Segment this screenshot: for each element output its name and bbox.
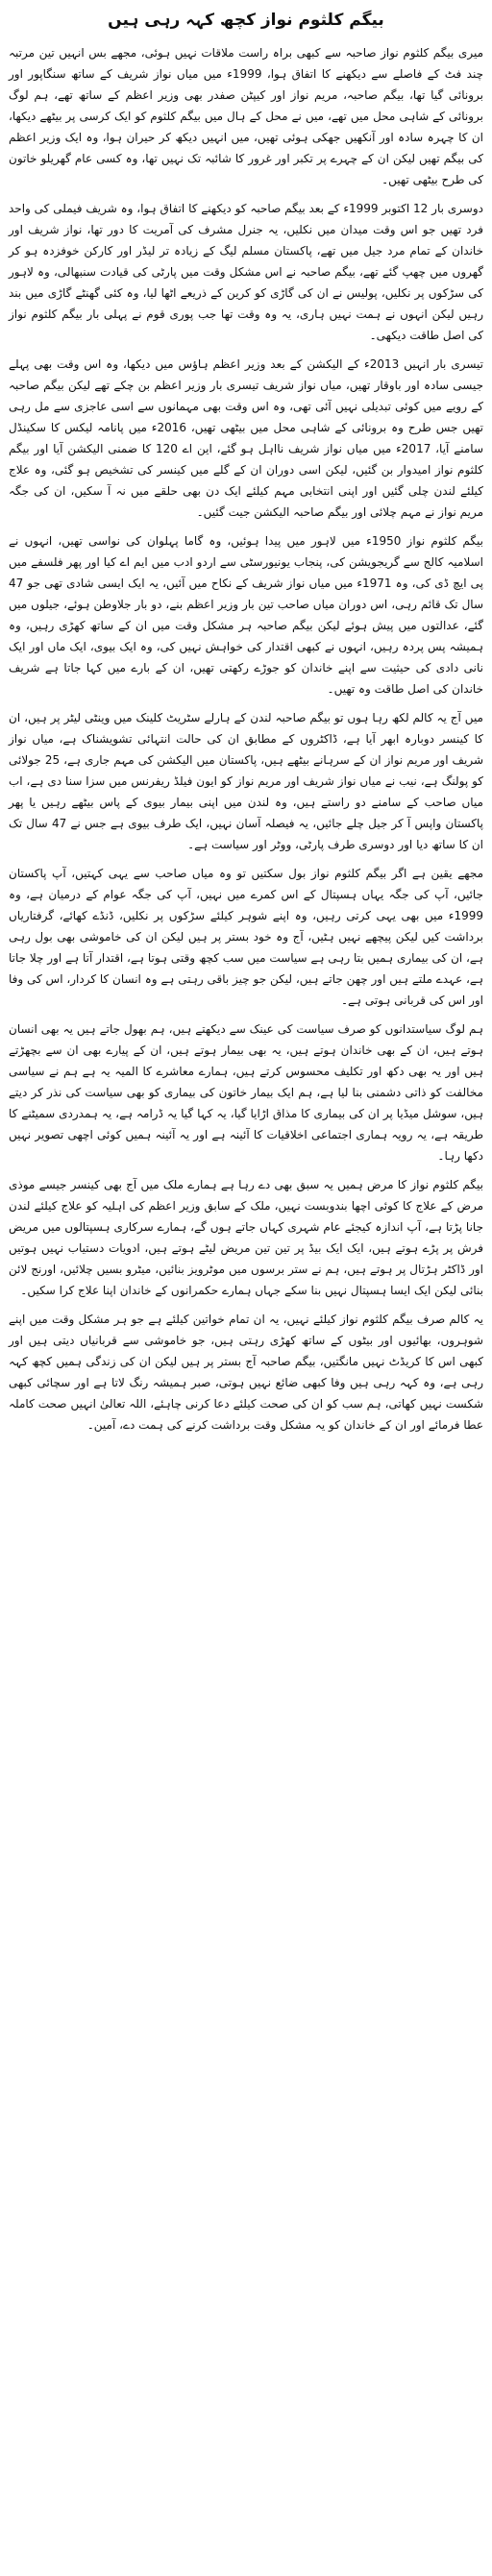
article-paragraph: بیگم کلثوم نواز 1950ء میں لاہور میں پیدا ہوئیں، وہ گاما پہلوان کی نواسی تھیں، انہوں نے اسلامیہ کالج سے گریجویشن کی، پنجاب یونیورسٹی سے اردو ادب میں ایم اے کیا اور پھر فلسفے میں پی ایچ ڈی کی، وہ 1971ء میں میاں نواز شریف کے نکاح میں آئیں، یہ ایک ایسی شادی تھی جو 47 سال تک قائم رہی، اس دوران میاں صاحب تین بار وزیر اعظم بنے، دو بار جلاوطن ہوئے، جیلوں میں گئے، عدالتوں میں پیش ہوئے لیکن بیگم صاحبہ ہر مشکل وقت میں ان کے ساتھ کھڑی رہیں، وہ ہمیشہ پس پردہ رہیں، انہوں نے کبھی اقتدار کی خواہش نہیں کی، وہ ایک بیوی، ایک ماں اور ایک نانی دادی کی حیثیت سے اپنے خاندان کو جوڑے رکھتی تھیں، ان کے بارے میں کہا جاتا ہے شریف خاندان کی اصل طاقت وہ تھیں۔ (9, 534, 484, 696)
article-paragraph: دوسری بار 12 اکتوبر 1999ء کے بعد بیگم صاحبہ کو دیکھنے کا اتفاق ہوا، وہ شریف فیملی کی واحد فرد تھیں جو اس وقت میدان میں نکلیں، یہ جنرل مشرف کی آمریت کا دور تھا، نواز شریف اور خاندان کے تمام مرد جیل میں تھے، پاکستان مسلم لیگ کے زیادہ تر لیڈر اور کارکن خوفزدہ ہو کر گھروں میں چھپ گئے تھے، بیگم صاحبہ نے اس مشکل وقت میں پارٹی کی قیادت سنبھالی، وہ لاہور کی سڑکوں پر نکلیں، پولیس نے ان کی گاڑی کو کرین کے ذریعے اٹھا لیا، وہ کئی گھنٹے گاڑی میں بند رہیں لیکن انہوں نے ہمت نہیں ہاری، یہ وہ وقت تھا جب پوری قوم نے پہلی بار بیگم کلثوم نواز کی اصل طاقت دیکھی۔ (9, 202, 484, 342)
article-headline: بیگم کلثوم نواز کچھ کہہ رہی ہیں (108, 11, 384, 30)
article-paragraph: مجھے یقین ہے اگر بیگم کلثوم نواز بول سکتیں تو وہ میاں صاحب سے یہی کہتیں، آپ پاکستان جائیں، آپ کی جگہ یہاں ہسپتال کے اس کمرے میں نہیں، آپ کی جگہ عوام کے درمیان ہے، وہ 1999ء میں بھی یہی کرتی رہیں، وہ اپنے شوہر کیلئے سڑکوں پر نکلیں، ڈنڈے کھائے، گرفتاریاں برداشت کیں لیکن پیچھے نہیں ہٹیں، آج وہ خود بستر پر ہیں لیکن ان کی خاموشی بھی بول رہی ہے، ان کی بیماری ہمیں بتا رہی ہے سیاست میں سب کچھ وقتی ہوتا ہے، اقتدار آتا ہے اور چلا جاتا ہے، عہدے ملتے ہیں اور چھن جاتے ہیں، لیکن جو چیز باقی رہتی ہے وہ انسان کا کردار، اس کی وفا اور اس کی قربانی ہوتی ہے۔ (9, 867, 483, 1007)
article-paragraph: ہم لوگ سیاستدانوں کو صرف سیاست کی عینک سے دیکھتے ہیں، ہم بھول جاتے ہیں یہ بھی انسان ہوتے ہیں، ان کے بھی خاندان ہوتے ہیں، یہ بھی بیمار ہوتے ہیں، ان کے پیارے بھی ان سے بچھڑتے ہیں اور یہ بھی دکھ اور تکلیف محسوس کرتے ہیں، ہمارے معاشرے کا المیہ یہ ہے ہم نے سیاسی مخالفت کو ذاتی دشمنی بنا لیا ہے، ہم ایک بیمار خاتون کی بیماری کو بھی سیاست کی نذر کر دیتے ہیں، سوشل میڈیا پر ان کی بیماری کا مذاق اڑایا گیا، یہ کہا گیا یہ ڈرامہ ہے، یہ ہمدردی سمیٹنے کا طریقہ ہے، یہ رویہ ہماری اجتماعی اخلاقیات کا آئینہ ہے اور یہ آئینہ ہمیں کوئی اچھی تصویر نہیں دکھا رہا۔ (9, 1022, 483, 1163)
article-paragraph: یہ کالم صرف بیگم کلثوم نواز کیلئے نہیں، یہ ان تمام خواتین کیلئے ہے جو ہر مشکل وقت میں اپنے شوہروں، بھائیوں اور بیٹوں کے ساتھ کھڑی رہتی ہیں، جو خاموشی سے قربانیاں دیتی ہیں اور کبھی اس کا کریڈٹ نہیں مانگتیں، بیگم صاحبہ آج بستر پر ہیں لیکن ان کی زندگی ہمیں کچھ کہہ رہی ہے، وہ کہہ رہی ہیں وفا کبھی ضائع نہیں ہوتی، صبر ہمیشہ رنگ لاتا ہے اور سچائی کبھی شکست نہیں کھاتی، ہم سب کو ان کی صحت کیلئے دعا کرنی چاہئے، اللہ تعالیٰ انہیں صحت کاملہ عطا فرمائے اور ان کے خاندان کو یہ مشکل وقت برداشت کرنے کی ہمت دے، آمین۔ (9, 1313, 483, 1432)
article-paragraph: میری بیگم کلثوم نواز صاحبہ سے کبھی براہ راست ملاقات نہیں ہوئی، مجھے بس انہیں تین مرتبہ چند فٹ کے فاصلے سے دیکھنے کا اتفاق ہوا، 1999ء میں میاں نواز شریف کے ساتھ سنگاپور اور برونائی گیا تھا، بیگم صاحبہ، مریم نواز اور کیپٹن صفدر بھی وزیر اعظم کے ساتھ تھے، ہم لوگ برونائی کے شاہی محل میں تھے، میں نے محل کے ہال میں بیگم کلثوم کو ایک کرسی پر بیٹھے دیکھا، ان کا چہرہ سادہ اور آنکھیں جھکی ہوئی تھیں، میں انہیں دیکھ کر حیران ہوا، وہ ایک وزیر اعظم کی بیگم تھیں لیکن ان کے چہرے پر تکبر اور غرور کا شائبہ تک نہیں تھا، وہ کسی عام گھریلو خاتون کی طرح بیٹھی تھیں۔ (9, 46, 483, 186)
article-paragraph: تیسری بار انہیں 2013ء کے الیکشن کے بعد وزیر اعظم ہاؤس میں دیکھا، وہ اس وقت بھی پہلے جیسی سادہ اور باوقار تھیں، میاں نواز شریف تیسری بار وزیر اعظم بن چکے تھے لیکن بیگم صاحبہ کے رویے میں کوئی تبدیلی نہیں آئی تھی، وہ اس وقت بھی مہمانوں سے اسی عاجزی سے مل رہی تھیں جس طرح وہ برونائی کے شاہی محل میں بیٹھی تھیں، 2016ء میں پانامہ لیکس کا سکینڈل سامنے آیا، 2017ء میں میاں نواز شریف نااہل ہو گئے، این اے 120 کا ضمنی الیکشن آیا اور بیگم کلثوم نواز امیدوار بن گئیں، لیکن اسی دوران ان کے گلے میں کینسر کی تشخیص ہو گئی، وہ علاج کیلئے لندن چلی گئیں اور اپنی انتخابی مہم کیلئے ایک دن بھی حلقے میں نہ آ سکیں، ان کی جگہ مریم نواز نے مہم چلائی اور بیگم صاحبہ الیکشن جیت گئیں۔ (9, 357, 484, 519)
article-paragraph: بیگم کلثوم نواز کا مرض ہمیں یہ سبق بھی دے رہا ہے ہمارے ملک میں آج بھی کینسر جیسے موذی مرض کے علاج کا کوئی اچھا بندوبست نہیں، ملک کے سابق وزیر اعظم کی اہلیہ کو علاج کیلئے لندن جانا پڑتا ہے، آپ اندازہ کیجئے عام شہری کہاں جاتے ہوں گے، ہمارے سرکاری ہسپتالوں میں مریض فرش پر پڑے ہوتے ہیں، ایک ایک بیڈ پر تین تین مریض لیٹے ہوتے ہیں، ادویات دستیاب نہیں ہوتیں اور ڈاکٹر ہڑتال پر ہوتے ہیں، ہم نے ستر برسوں میں موٹرویز بنائیں، میٹرو بسیں چلائیں، اورنج لائن بنائی لیکن ایک ایسا ہسپتال نہیں بنا سکے جہاں ہمارے حکمرانوں کے خاندان اپنا علاج کرا سکیں۔ (9, 1178, 483, 1297)
article-body (9, 42, 483, 1435)
article-paragraph: میں آج یہ کالم لکھ رہا ہوں تو بیگم صاحبہ لندن کے ہارلے سٹریٹ کلینک میں وینٹی لیٹر پر ہیں، ان کا کینسر دوبارہ ابھر آیا ہے، ڈاکٹروں کے مطابق ان کی حالت انتہائی تشویشناک ہے، میاں نواز شریف اور مریم نواز ان کے سرہانے بیٹھے ہیں، پاکستان میں الیکشن کی مہم جاری ہے، 25 جولائی کو پولنگ ہے، نیب نے میاں نواز شریف اور مریم نواز کو ایون فیلڈ ریفرنس میں سزا سنا دی ہے، اب میاں صاحب کے سامنے دو راستے ہیں، وہ لندن میں اپنی بیمار بیوی کے پاس بیٹھے رہیں یا پھر پاکستان واپس آ کر جیل چلے جائیں، یہ فیصلہ آسان نہیں، ایک طرف بیوی ہے جس نے 47 سال تک ان کا ساتھ دیا اور دوسری طرف پارٹی، ووٹر اور سیاست ہے۔ (9, 711, 484, 851)
